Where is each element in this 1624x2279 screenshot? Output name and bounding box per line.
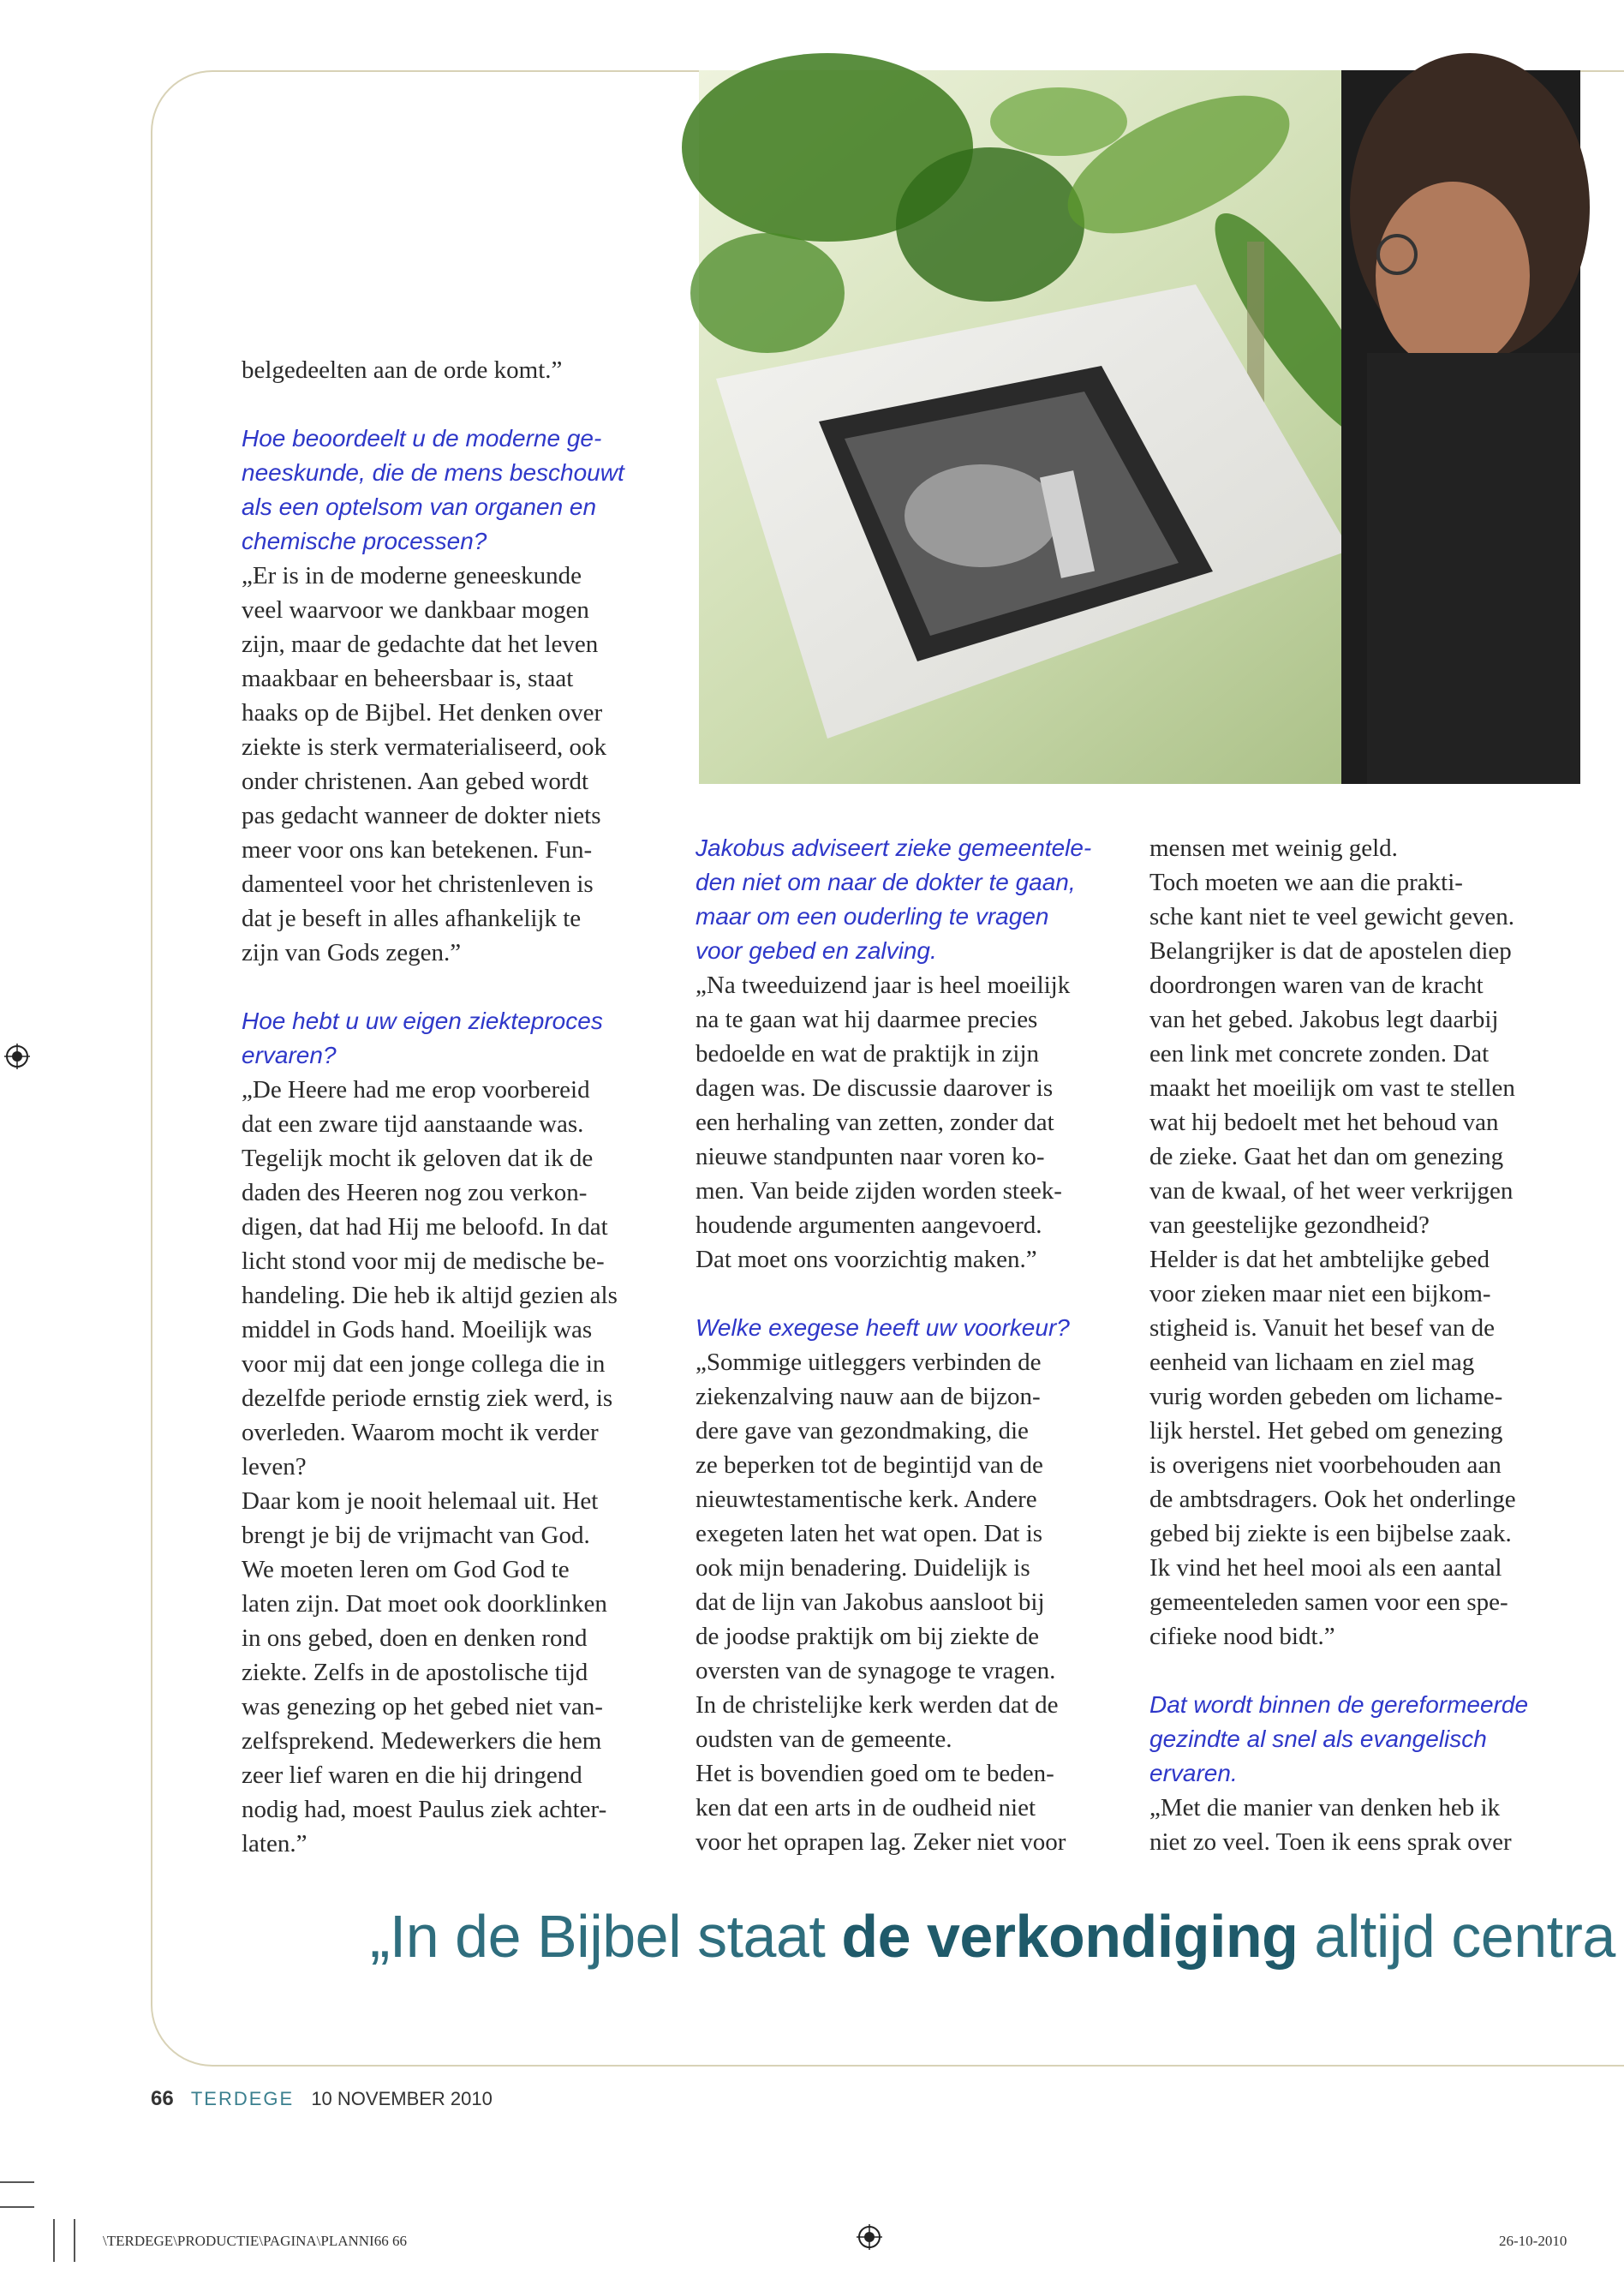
print-slug-path: \TERDEGE\PRODUCTIE\PAGINA\PLANNI66 66 [103, 2233, 407, 2249]
crop-mark [53, 2219, 55, 2262]
pull-quote-before: „In de Bijbel staat [370, 1903, 842, 1970]
registration-mark-icon [857, 2224, 882, 2250]
interview-question: Hoe beoordeelt u de moderne ge- neeskunde, die de mens beschouwt als een optelsom van organen en chemische processen? [242, 425, 624, 554]
photo-illustration [699, 70, 1580, 784]
article-paragraph: „Sommige uitleggers verbinden de ziekenzalving nauw aan de bijzon- dere gave van gezondmaking, die ze beperken tot de begintijd van de nieuwtestamentische kerk. Andere exegeten laten het wat open. Dat is ook mijn benadering. Duidelijk is dat de lijn van Jakobus aansloot bij de joodse praktijk om bij ziekte de oversten van de synagoge te vragen. In de christelijke kerk werden dat de oudsten van de gemeente. Het is bovendien goed om te beden- ken dat een arts in de oudheid niet voor het oprapen lag. Zeker niet voor [696, 1349, 1066, 1856]
article-photo [699, 70, 1580, 784]
article-paragraph: „Na tweeduizend jaar is heel moeilijk na te gaan wat hij daarmee precies bedoelde en wat de praktijk in zijn dagen was. De discussie daarover is een herhaling van zetten, zonder dat nieuwe standpunten naar voren ko- men. Van beide zijden worden steek- houdende argumenten aangevoerd. Dat moet ons voorzichtig maken.” [696, 972, 1071, 1273]
crop-mark [0, 2181, 34, 2183]
article-column-1 [242, 353, 687, 1861]
article-paragraph: „Met die manier van denken heb ik niet zo veel. Toen ik eens sprak over [1149, 1794, 1512, 1856]
crop-mark [74, 2219, 75, 2262]
paragraph-spacer [242, 387, 687, 422]
page-number: 66 [151, 2087, 174, 2110]
magazine-name: TERDEGE [190, 2088, 295, 2109]
article-paragraph: mensen met weinig geld. Toch moeten we aan die prakti- sche kant niet te veel gewicht geven. Belangrijker is dat de apostelen diep doordrongen waren van de kracht van het gebed. Jakobus legt daarbij een link met concrete zonden. Dat maakt het moeilijk om vast te stellen wat hij bedoelt met het behoud van de zieke. Gaat het dan om genezing van de kwaal, of het weer verkrijgen van geestelijke gezondheid? Helder is dat het ambtelijke gebed voor zieken maar niet een bijkom- stigheid is. Vanuit het besef van de eenheid van lichaam en ziel mag vurig worden gebeden om lichame- lijk herstel. Het gebed om genezing is overigens niet voorbehouden aan de ambtsdragers. Ook het onderlinge gebed bij ziekte is een bijbelse zaak. Ik vind het heel mooi als een aantal gemeenteleden samen voor een spe- cifieke nood bidt.” [1149, 834, 1516, 1650]
pull-quote-emphasis: de verkondiging [841, 1903, 1299, 1970]
paragraph-spacer [696, 1277, 1141, 1311]
paragraph-spacer [1149, 1654, 1578, 1688]
interview-question: Hoe hebt u uw eigen ziekteproces ervaren? [242, 1008, 603, 1068]
pull-quote [370, 1902, 1615, 1971]
crop-mark [0, 2206, 34, 2208]
article-paragraph: „De Heere had me erop voorbereid dat een zware tijd aanstaande was. Tegelijk mocht ik geloven dat ik de daden des Heeren nog zou verkon- digen, dat had Hij me beloofd. In dat licht stond voor mij de medische be- handeling. Die heb ik altijd gezien als middel in Gods hand. Moeilijk was voor mij dat een jonge collega die in dezelfde periode ernstig ziek werd, is overleden. Waarom mocht ik verder leven? Daar kom je nooit helemaal uit. Het brengt je bij de vrijmacht van God. We moeten leren om God God te laten zijn. Dat moet ook doorklinken in ons gebed, doen en denken rond ziekte. Zelfs in de apostolische tijd was genezing op het gebed niet van- zelfsprekend. Medewerkers die hem zeer lief waren en die hij dringend nodig had, moest Paulus ziek achter- laten.” [242, 1076, 618, 1857]
article-column-3 [1149, 831, 1578, 1859]
issue-date: 10 NOVEMBER 2010 [311, 2088, 493, 2109]
page-folio [151, 2087, 493, 2111]
interview-question: Dat wordt binnen de gereformeerde gezindte al snel als evangelisch ervaren. [1149, 1691, 1529, 1786]
article-paragraph: „Er is in de moderne geneeskunde veel waarvoor we dankbaar mogen zijn, maar de gedachte dat het leven maakbaar en beheersbaar is, staat haaks op de Bijbel. Het denken over ziekte is sterk vermaterialiseerd, ook onder christenen. Aan gebed wordt pas gedacht wanneer de dokter niets meer voor ons kan betekenen. Fun- damenteel voor het christenleven is dat je beseft in alles afhankelijk te zijn van Gods zegen.” [242, 562, 606, 966]
interview-question: Jakobus adviseert zieke gemeentele- den niet om naar de dokter te gaan, maar om een ouderling te vragen voor gebed en zalving. [696, 834, 1092, 964]
registration-mark-icon [4, 1044, 30, 1069]
article-column-2 [696, 831, 1141, 1859]
article-paragraph: belgedeelten aan de orde komt.” [242, 356, 563, 384]
interview-question: Welke exegese heeft uw voorkeur? [696, 1314, 1070, 1341]
print-slug-date: 26-10-2010 [1499, 2233, 1567, 2249]
paragraph-spacer [242, 970, 687, 1004]
pull-quote-after: altijd centra [1298, 1903, 1615, 1970]
